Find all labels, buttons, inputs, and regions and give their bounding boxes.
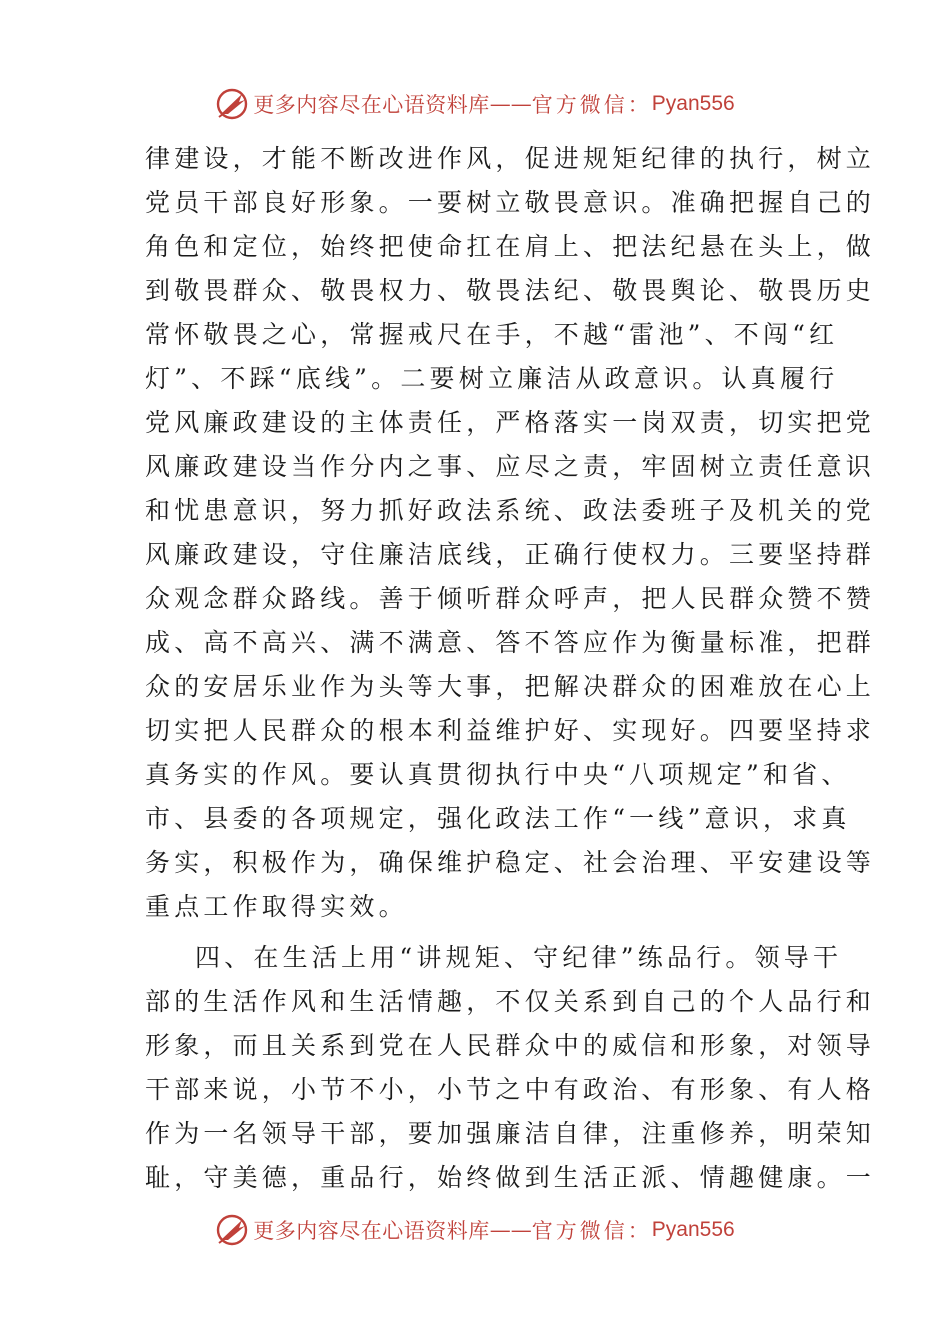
- text-line: 四、在生活上用“讲规矩、守纪律”练品行。领导干: [195, 943, 843, 972]
- footer-dash: ——: [489, 1218, 532, 1242]
- header-dash: ——: [489, 92, 532, 116]
- text-line: 党员干部良好形象。一要树立敬畏意识。准确把握自己的: [145, 188, 876, 217]
- text-line: 作为一名领导干部，要加强廉洁自律，注重修养，明荣知: [145, 1119, 876, 1148]
- text-line: 律建设，才能不断改进作风，促进规矩纪律的执行，树立: [145, 144, 876, 173]
- text-line: 成、高不高兴、满不满意、答不答应作为衡量标准，把群: [145, 628, 876, 657]
- header-wechat-handle: Pyan556: [651, 92, 735, 115]
- text-line: 常怀敬畏之心，常握戒尺在手，不越“雷池”、不闯“红: [145, 320, 839, 349]
- text-line: 到敬畏群众、敬畏权力、敬畏法纪、敬畏舆论、敬畏历史: [145, 276, 876, 305]
- feather-pen-logo-icon: [215, 87, 249, 121]
- footer-brand-text: 更多内容尽在心语资料库: [253, 1219, 490, 1243]
- document-body: [145, 137, 876, 1200]
- text-line: 众的安居乐业作为头等大事，把解决群众的困难放在心上: [145, 672, 876, 701]
- text-line: 市、县委的各项规定，强化政法工作“一线”意识，求真: [145, 804, 851, 833]
- feather-pen-logo-icon: [215, 1213, 249, 1247]
- text-line: 形象，而且关系到党在人民群众中的威信和形象，对领导: [145, 1031, 876, 1060]
- text-line: 部的生活作风和生活情趣，不仅关系到自己的个人品行和: [145, 987, 876, 1016]
- footer-wechat-label: 官方微信：: [531, 1219, 652, 1243]
- paragraph-gap: [145, 929, 805, 936]
- text-line: 务实，积极作为，确保维护稳定、社会治理、平安建设等: [145, 848, 876, 877]
- text-line: 真务实的作风。要认真贯彻执行中央“八项规定”和省、: [145, 760, 851, 789]
- footer-wechat-handle: Pyan556: [651, 1218, 735, 1241]
- text-line: 干部来说，小节不小，小节之中有政治、有形象、有人格: [145, 1075, 876, 1104]
- text-line: 灯”、不踩“底线”。二要树立廉洁从政意识。认真履行: [145, 364, 839, 393]
- text-line: 风廉政建设当作分内之事、应尽之责，牢固树立责任意识: [145, 452, 876, 481]
- header-brand-text: 更多内容尽在心语资料库: [253, 93, 490, 117]
- text-line: 耻，守美德，重品行，始终做到生活正派、情趣健康。一: [145, 1163, 876, 1192]
- text-line: 党风廉政建设的主体责任，严格落实一岗双责，切实把党: [145, 408, 876, 437]
- text-line: 众观念群众路线。善于倾听群众呼声，把人民群众赞不赞: [145, 584, 876, 613]
- text-line: 风廉政建设，守住廉洁底线，正确行使权力。三要坚持群: [145, 540, 876, 569]
- text-line: 切实把人民群众的根本利益维护好、实现好。四要坚持求: [145, 716, 876, 745]
- text-line: 重点工作取得实效。: [145, 892, 408, 921]
- header-wechat-label: 官方微信：: [531, 93, 652, 117]
- text-line: 和忧患意识，努力抓好政法系统、政法委班子及机关的党: [145, 496, 876, 525]
- paragraph-1: [145, 137, 876, 929]
- footer-watermark-banner: [0, 1210, 950, 1250]
- header-watermark-banner: [0, 84, 950, 124]
- paragraph-2: [145, 936, 876, 1200]
- text-line: 角色和定位，始终把使命扛在肩上、把法纪悬在头上，做: [145, 232, 876, 261]
